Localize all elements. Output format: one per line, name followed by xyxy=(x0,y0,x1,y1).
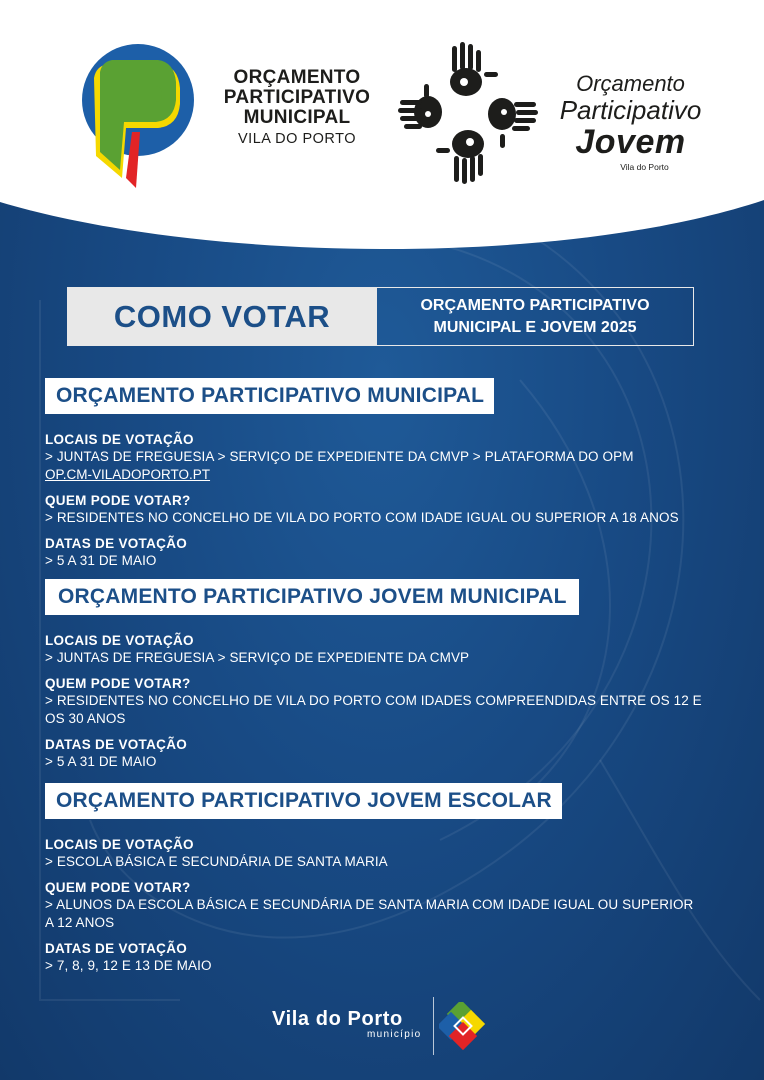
hands-logo-icon xyxy=(398,42,538,184)
opj-line2: Participativo xyxy=(559,95,702,125)
opj-logo-text xyxy=(548,72,713,172)
datas-text: > 5 A 31 DE MAIO xyxy=(45,553,157,568)
opm-platform-link[interactable]: OP.CM-VILADOPORTO.PT xyxy=(45,467,211,482)
footer-divider xyxy=(433,997,434,1055)
footer-sub: município xyxy=(367,1029,422,1040)
datas-block xyxy=(45,736,725,771)
quem-text-line1: > ALUNOS DA ESCOLA BÁSICA E SECUNDÁRIA DE SANTA MARIA COM IDADE IGUAL OU SUPERIOR xyxy=(45,897,694,912)
opm-line2: PARTICIPATIVO xyxy=(223,87,371,108)
quem-label: QUEM PODE VOTAR? xyxy=(45,493,191,508)
opm-logo-text xyxy=(202,68,392,149)
footer-name: Vila do Porto xyxy=(272,1008,403,1030)
banner-subtitle-line2: MUNICIPAL E JOVEM 2025 xyxy=(433,318,637,336)
locais-text: > JUNTAS DE FREGUESIA > SERVIÇO DE EXPEDIENTE DA CMVP > PLATAFORMA DO OPM xyxy=(45,449,634,464)
banner-subtitle xyxy=(377,287,694,346)
quem-block xyxy=(45,675,725,728)
section-title: ORÇAMENTO PARTICIPATIVO MUNICIPAL xyxy=(45,378,494,414)
opj-line3: Jovem xyxy=(575,123,686,161)
quem-block xyxy=(45,492,725,527)
section-title: ORÇAMENTO PARTICIPATIVO JOVEM ESCOLAR xyxy=(45,783,562,819)
quem-text-line2: OS 30 ANOS xyxy=(45,711,126,726)
datas-text: > 7, 8, 9, 12 E 13 DE MAIO xyxy=(45,958,212,973)
municipio-logo-icon xyxy=(439,1002,493,1050)
opm-line3: MUNICIPAL xyxy=(243,107,351,128)
locais-text: > JUNTAS DE FREGUESIA > SERVIÇO DE EXPEDIENTE DA CMVP xyxy=(45,650,470,665)
datas-label: DATAS DE VOTAÇÃO xyxy=(45,536,188,551)
quem-text: > RESIDENTES NO CONCELHO DE VILA DO PORTO COM IDADE IGUAL OU SUPERIOR A 18 ANOS xyxy=(45,510,679,525)
datas-block xyxy=(45,535,725,570)
opm-line1: ORÇAMENTO xyxy=(233,67,361,88)
datas-block xyxy=(45,940,725,975)
locais-block xyxy=(45,431,725,484)
como-votar-banner xyxy=(67,287,695,346)
locais-block xyxy=(45,836,725,871)
datas-label: DATAS DE VOTAÇÃO xyxy=(45,941,188,956)
opj-line1: Orçamento xyxy=(576,71,685,96)
locais-label: LOCAIS DE VOTAÇÃO xyxy=(45,837,194,852)
datas-text: > 5 A 31 DE MAIO xyxy=(45,754,157,769)
banner-subtitle-line1: ORÇAMENTO PARTICIPATIVO xyxy=(420,296,650,314)
opm-line4: VILA DO PORTO xyxy=(238,131,356,147)
section-opj-escolar xyxy=(45,783,725,975)
opm-logo-icon xyxy=(74,38,198,188)
section-opj-municipal xyxy=(45,579,725,771)
quem-label: QUEM PODE VOTAR? xyxy=(45,676,191,691)
quem-label: QUEM PODE VOTAR? xyxy=(45,880,191,895)
opj-line4: Vila do Porto xyxy=(620,162,669,172)
quem-block xyxy=(45,879,725,932)
datas-label: DATAS DE VOTAÇÃO xyxy=(45,737,188,752)
locais-block xyxy=(45,632,725,667)
locais-label: LOCAIS DE VOTAÇÃO xyxy=(45,432,194,447)
locais-label: LOCAIS DE VOTAÇÃO xyxy=(45,633,194,648)
banner-title: COMO VOTAR xyxy=(67,287,377,346)
quem-text-line1: > RESIDENTES NO CONCELHO DE VILA DO PORTO COM IDADES COMPREENDIDAS ENTRE OS 12 E xyxy=(45,693,702,708)
locais-text: > ESCOLA BÁSICA E SECUNDÁRIA DE SANTA MARIA xyxy=(45,854,388,869)
section-title: ORÇAMENTO PARTICIPATIVO JOVEM MUNICIPAL xyxy=(45,579,579,615)
section-opm xyxy=(45,378,725,570)
quem-text-line2: A 12 ANOS xyxy=(45,915,115,930)
